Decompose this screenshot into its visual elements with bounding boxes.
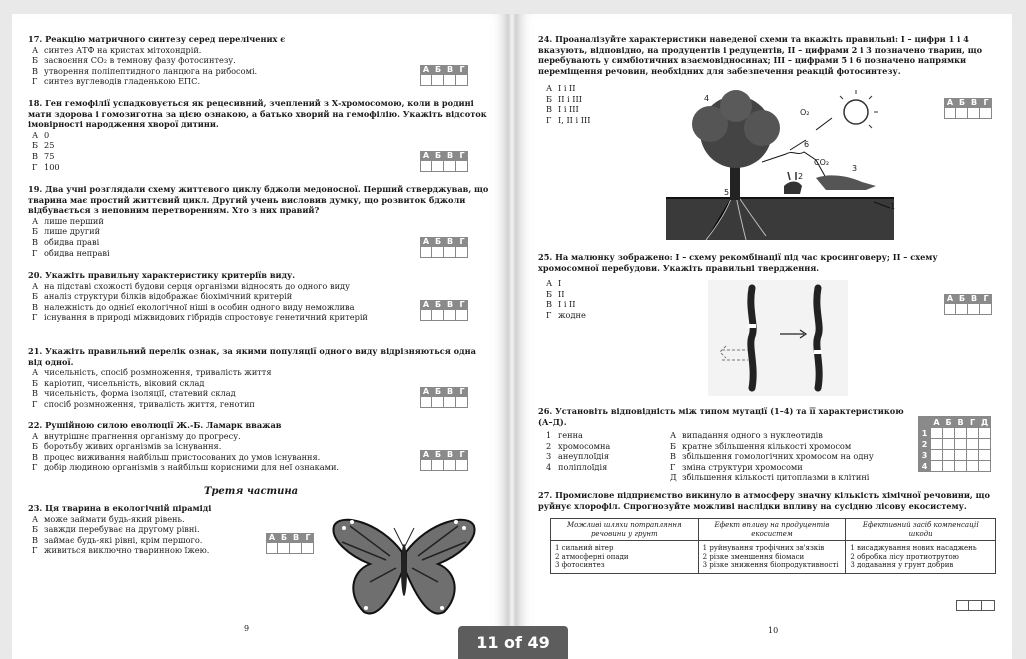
option: А 0 [32,129,50,140]
right-page [516,14,1012,659]
list-item: В збільшення гомологічних хромосом на одну [670,451,874,462]
option: В займає будь-які рівні, крім першого. [32,534,203,545]
page-number: 9 [244,624,250,633]
option: А чисельність, спосіб розмноження, тривалість життя [32,367,272,378]
option: Б 25 [32,140,55,151]
question-title: 17. Реакцію матричного синтезу серед перелічених є [28,34,286,44]
answer-box-27[interactable] [956,600,995,611]
table-header: Ефект впливу на продуцентів екосистем [698,519,846,541]
figure-label-co2: CO₂ [814,158,830,167]
option: В 75 [32,150,55,161]
ecosystem-figure [666,90,894,240]
option: А лише перший [32,215,104,226]
list-item: Б кратне збільшення кількості хромосом [670,440,852,451]
list-item: 3 анеуплоїдія [546,451,610,462]
figure-label-o2: O₂ [800,108,810,117]
question-23 [28,503,278,556]
list-item: 4 поліплоїдія [546,461,608,472]
figure-label-1: 1 [890,202,896,211]
option: Б каріотип, чисельність, віковий склад [32,377,205,388]
option: Г добір людиною організмів з найбільш корисними для неї ознаками. [32,462,340,473]
question-20 [28,270,420,323]
option: Б боротьбу живих організмів за існування. [32,441,222,452]
option: А може займати будь-який рівень. [32,513,185,524]
option: Г спосіб розмноження, тривалість життя, генотип [32,398,255,409]
option: В І і ІІ [546,299,576,310]
section-title: Третя частина [204,486,299,497]
answer-box-25[interactable]: А Б В Г [944,294,992,315]
question-title: 20. Укажіть правильну характеристику критеріїв виду. [28,270,296,280]
answer-box-24[interactable]: А Б В Г [944,98,992,119]
option: А на підставі схожості будови серця організми відносять до одного виду [32,280,350,291]
question-24-options [542,83,632,125]
chromosome-figure [708,280,848,396]
figure-label-3: 3 [852,164,858,173]
question-title: 19. Два учні розглядали схему життєвого циклу бджоли медоносної. Перший стверджував, що тварина має простий життєвий цикл. Другий учень висловив думку, що розвиток бджоли відбувається з неповним перетворенням. Хто з них правий? [28,184,489,216]
question-title: 27. Промислове підприємство викинуло в атмосферу значну кількість хімічної речовини, що руйнує хлорофіл. Спрогнозуйте можливі наслідки впливу на сусідню лісову екосистему. [538,490,990,511]
answer-box-23[interactable]: А Б В Г [266,533,314,554]
answer-box-21[interactable]: А Б В Г [420,387,468,408]
table-header: Можливі шляхи потрапляння речовини у грунт [551,519,699,541]
answer-box-19[interactable]: А Б В Г [420,237,468,258]
question-title: 24. Проаналізуйте характеристики наведеної схеми та вкажіть правильні: І – цифри 1 і 4 вказують, відповідно, на продуцентів і редуцентів, ІІ – цифрами 2 і 3 позначено тварин, що перебувають у симбіотичних взаємовідносинах; ІІІ – цифрами 5 і 6 позначено напрямки переміщення речовин, необхідних для забезпечення реакцій фотосинтезу. [538,34,983,76]
option: А внутрішнє прагнення організму до прогресу. [32,430,241,441]
question-title: 26. Установіть відповідність між типом мутації (1–4) та її характеристикою (А–Д). [538,406,904,427]
question-24 [538,34,998,76]
butterfly-illustration [330,512,478,624]
question-25 [538,252,998,273]
option: Б лише другий [32,226,101,237]
option: Г І, ІІ і ІІІ [546,114,591,125]
option: Г обидва неправі [32,247,110,258]
figure-label-4: 4 [704,94,710,103]
option: Б завжди перебуває на другому рівні. [32,524,200,535]
figure-label-5: 5 [724,188,730,197]
table-cell: 1 руйнування трофічних зв'язків 2 різке зменшення біомаси 3 різке зниження біопродуктивності [698,541,846,574]
option: В утворення поліпептидного ланцюга на рибосомі. [32,65,258,76]
option: Б засвоєння CO₂ в темнову фазу фотосинтезу. [32,55,236,66]
list-item: А випадання одного з нуклеотидів [670,430,823,440]
option: Г жодне [546,309,586,320]
option: А І [546,278,562,288]
question-title: 25. На малюнку зображено: І – схему рекомбінації під час кросинговеру; ІІ – схему хромосомної перебудови. Укажіть правильні твердження. [538,252,938,273]
list-item: Г зміна структури хромосоми [670,461,803,472]
option: Г існування в природі міжвидових гібридів спростовує генетичний критерій [32,312,368,323]
left-page [12,14,508,659]
question-22 [28,420,420,473]
question-title: 23. Ця тварина в екологічній піраміді [28,503,212,513]
answer-box-18[interactable]: А Б В Г [420,151,468,172]
answer-box-22[interactable]: А Б В Г [420,450,468,471]
table-cell: 1 висаджування нових насаджень 2 обробка лісу протиотрутою 3 додавання у грунт добрив [846,541,996,574]
question-26 [538,406,918,427]
table-header: Ефективний засіб компенсації шкоди [846,519,996,541]
list-item: 2 хромосомна [546,440,611,451]
question-27 [538,490,998,511]
question-title: 22. Рушійною силою еволюції Ж.-Б. Ламарк вважав [28,420,282,430]
question-title: 21. Укажіть правильний перелік ознак, за якими популяції одного виду відрізняються одна від одної. [28,346,476,367]
book-gutter [508,14,516,659]
matching-answer-grid[interactable]: А Б В Г Д 1 2 3 4 [918,416,991,472]
figure-label-6: 6 [804,140,810,149]
option: А І і ІІ [546,83,576,93]
option: В чисельність, форма ізоляції, статевий склад [32,388,236,399]
question-title: 18. Ген гемофілії успадковується як рецесивний, зчеплений з Х-хромосомою, коли в родині мати здорова і гомозиготна за цією ознакою, а батько хворий на гемофілію. Укажіть відсоток імовірності народження хворої дитини. [28,98,487,130]
option: В обидва праві [32,236,100,247]
page-number: 10 [768,626,779,635]
option: В І і ІІІ [546,104,579,115]
option: Г 100 [32,161,60,172]
list-item: Д збільшення кількості цитоплазми в клітині [670,472,870,483]
option: В процес виживання найбільш пристосованих до умов існування. [32,451,321,462]
option: В належність до однієї екологічної ніші в особин одного виду неможлива [32,301,355,312]
table-cell: 1 сильний вітер 2 атмосферні опади 3 фотосинтез [551,541,699,574]
option: Б аналіз структури білків відображає біохімічний критерій [32,291,293,302]
question-25-options [542,278,632,320]
mutation-characteristics-list [666,430,906,483]
page-counter: 11 of 49 [458,626,568,659]
option: Б ІІ і ІІІ [546,93,582,104]
option: Б ІІ [546,288,565,299]
figure-label-2: 2 [798,172,804,181]
option: Г синтез вуглеводів гладенькою ЕПС. [32,76,201,87]
mutation-types-list [542,430,642,472]
answer-box-20[interactable]: А Б В Г [420,300,468,321]
consequences-table [550,518,996,574]
option: А синтез АТФ на кристах мітохондрій. [32,44,202,55]
list-item: 1 генна [546,430,583,440]
answer-box-17[interactable]: А Б В Г [420,65,468,86]
option: Г живиться виключно тваринною їжею. [32,545,210,556]
